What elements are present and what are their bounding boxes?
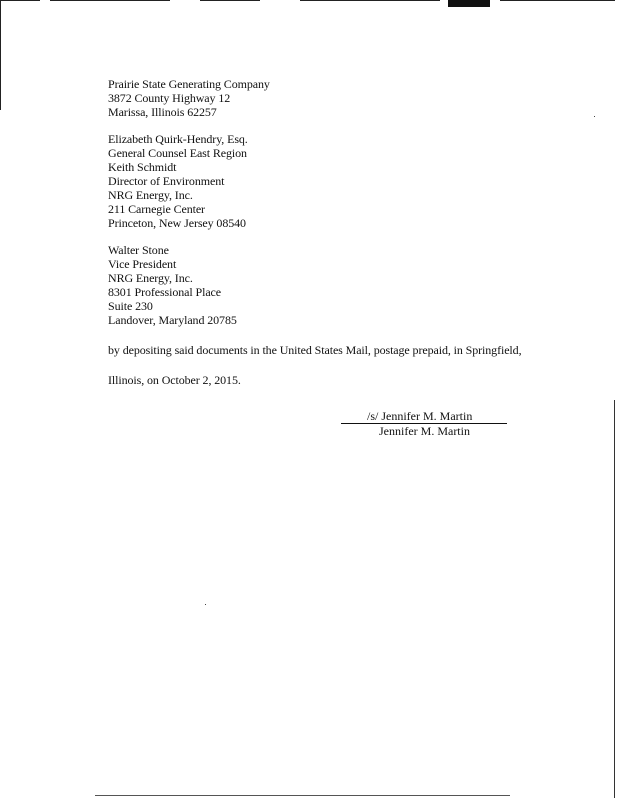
address-line: Marissa, Illinois 62257 <box>108 105 217 119</box>
address-line: Vice President <box>108 257 177 271</box>
address-line: Suite 230 <box>108 299 153 313</box>
address-line: General Counsel East Region <box>108 146 247 160</box>
scan-top-edge <box>0 0 617 3</box>
address-line: Director of Environment <box>108 174 225 188</box>
address-line: 3872 County Highway 12 <box>108 91 231 105</box>
address-line: Princeton, New Jersey 08540 <box>108 216 246 230</box>
address-line: Prairie State Generating Company <box>108 77 270 91</box>
address-line: Elizabeth Quirk-Hendry, Esq. <box>108 132 248 146</box>
signature-typed: /s/ Jennifer M. Martin <box>367 409 473 423</box>
scan-left-edge <box>0 0 1 110</box>
address-line: 8301 Professional Place <box>108 285 222 299</box>
scan-speck <box>594 116 595 117</box>
address-line: NRG Energy, Inc. <box>108 271 193 285</box>
service-statement-line-1: by depositing said documents in the United States Mail, postage prepaid, in Springfield, <box>108 343 522 357</box>
signatory-name: Jennifer M. Martin <box>379 424 470 438</box>
address-line: 211 Carnegie Center <box>108 202 205 216</box>
address-line: Landover, Maryland 20785 <box>108 313 237 327</box>
address-line: Keith Schmidt <box>108 160 177 174</box>
scan-right-edge <box>614 400 615 798</box>
address-line: Walter Stone <box>108 243 169 257</box>
scan-speck <box>205 604 206 605</box>
scan-bottom-edge <box>95 795 510 796</box>
address-line: NRG Energy, Inc. <box>108 188 193 202</box>
service-statement-line-2: Illinois, on October 2, 2015. <box>108 373 241 387</box>
